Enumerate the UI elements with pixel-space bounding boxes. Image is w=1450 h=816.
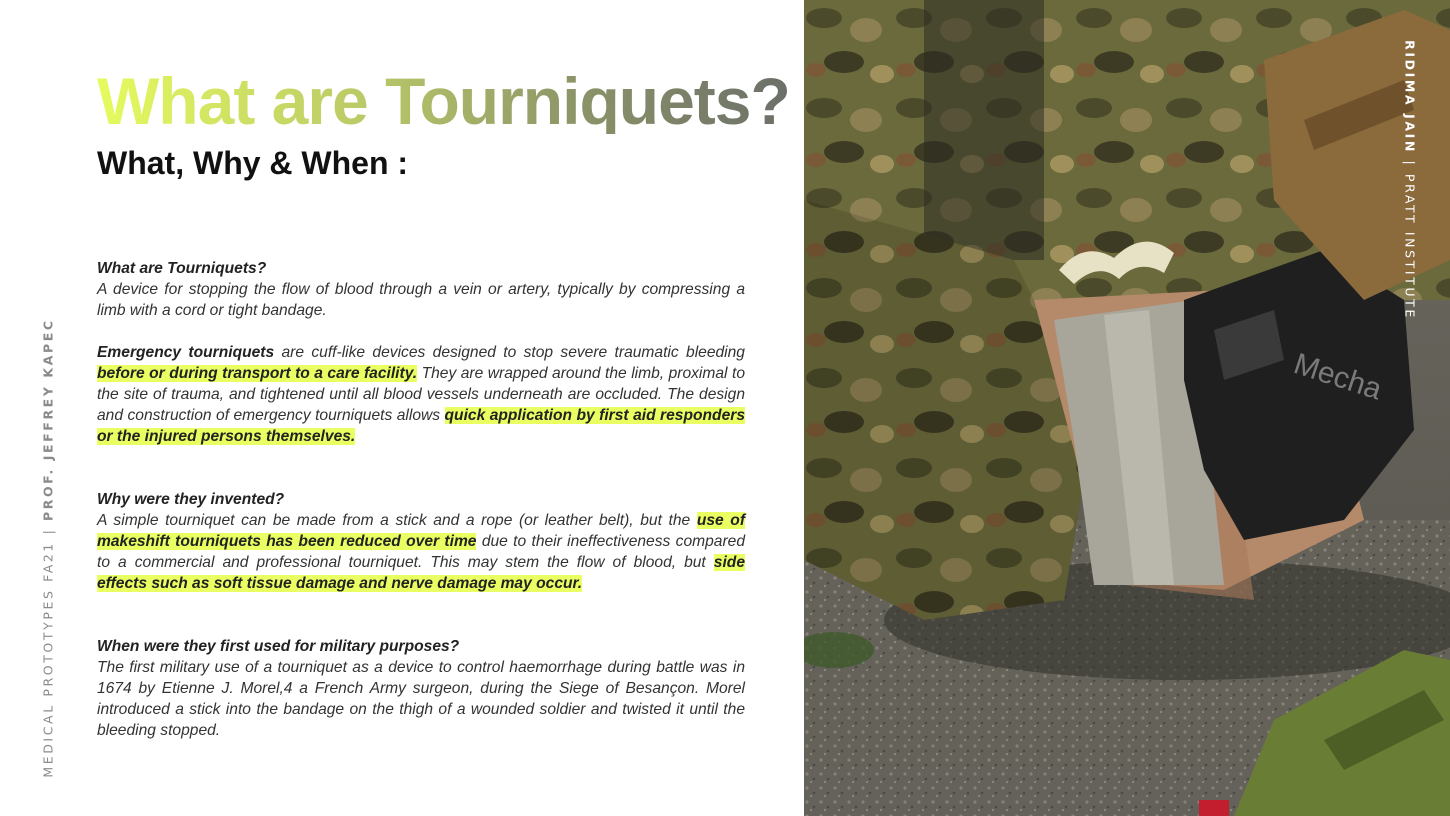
answer-when: The first military use of a tourniquet as a device to control haemorrhage during battle was in 1674 by Etienne J. Morel,4 a French Army surgeon, during the Siege of Besançon. Morel introduced a stick into the bandage on the thigh of a wounded soldier and twisted it until the bleeding stopped. bbox=[97, 659, 745, 739]
section-emergency bbox=[97, 342, 745, 447]
author-credit bbox=[1403, 30, 1418, 330]
glove-brand-text: Mecha bbox=[1289, 347, 1386, 407]
highlight-quick-application: quick application by first aid responders or the injured persons themselves. bbox=[97, 407, 745, 445]
why-text-2: due to their ineffectiveness compared to a commercial and professional tourniquet. This may stem the flow of blood, but bbox=[97, 533, 745, 571]
school-name: PRATT INSTITUTE bbox=[1402, 173, 1418, 320]
question-why: Why were they invented? bbox=[97, 491, 285, 508]
section-what bbox=[97, 258, 745, 321]
soldier-tourniquet-illustration bbox=[804, 0, 1450, 816]
page-subtitle: What, Why & When : bbox=[97, 145, 409, 181]
author-name: RIDIMA JAIN bbox=[1402, 40, 1418, 154]
content-body bbox=[97, 258, 745, 741]
course-separator: | bbox=[40, 521, 56, 541]
section-when bbox=[97, 636, 745, 741]
answer-what: A device for stopping the flow of blood through a vein or artery, typically by compressing a limb with a cord or tight bandage. bbox=[97, 281, 745, 319]
page-title: What are Tourniquets? bbox=[97, 64, 790, 138]
question-what: What are Tourniquets? bbox=[97, 260, 267, 277]
emergency-text-1: are cuff-like devices designed to stop severe traumatic bleeding bbox=[274, 344, 745, 361]
emergency-text-2: They are wrapped around the limb, proximal to the site of trauma, and tightened until all blood vessels underneath are occluded. The design and construction of emergency tourniquets allows bbox=[97, 365, 745, 424]
section-why bbox=[97, 489, 745, 594]
course-name: MEDICAL PROTOTYPES FA21 bbox=[40, 541, 56, 778]
why-text-1: A simple tourniquet can be made from a stick and a rope (or leather belt), but the bbox=[97, 512, 697, 529]
highlight-side-effects: side effects such as soft tissue damage and nerve damage may occur. bbox=[97, 554, 745, 592]
professor-name: PROF. JEFFREY KAPEC bbox=[40, 318, 56, 522]
course-credit bbox=[41, 318, 56, 778]
emergency-term: Emergency tourniquets bbox=[97, 344, 275, 361]
highlight-transport: before or during transport to a care facility. bbox=[97, 365, 418, 382]
author-separator: | bbox=[1402, 153, 1418, 174]
question-when: When were they first used for military purposes? bbox=[97, 638, 460, 655]
hero-photo bbox=[804, 0, 1450, 816]
highlight-makeshift: use of makeshift tourniquets has been reduced over time bbox=[97, 512, 746, 550]
